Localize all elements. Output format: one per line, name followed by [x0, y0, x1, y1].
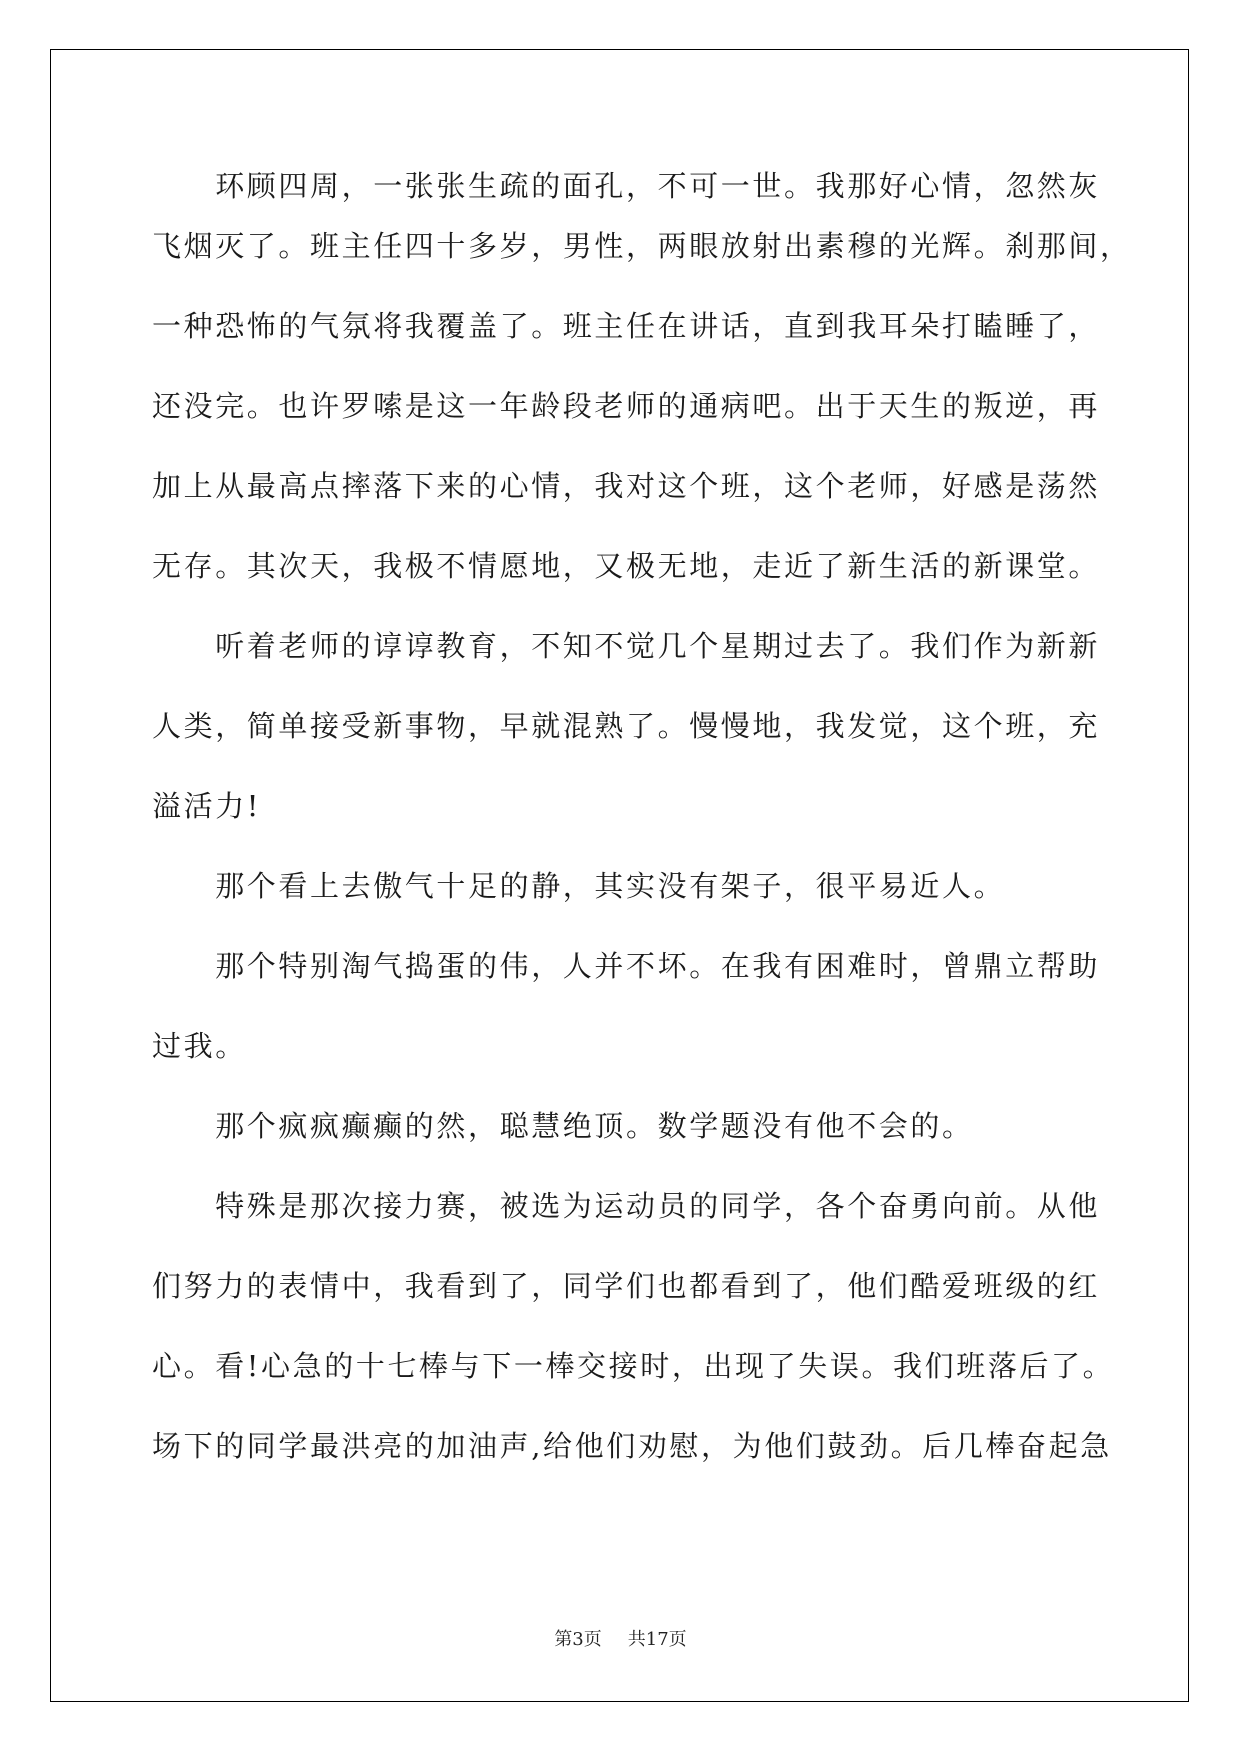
text-line: 心。看!心急的十七棒与下一棒交接时，出现了失误。我们班落后了。	[152, 1349, 1115, 1383]
page-total: 共17页	[627, 1629, 687, 1650]
text-line: 无存。其次天，我极不情愿地，又极无地，走近了新生活的新课堂。	[152, 549, 1101, 583]
text-line: 特殊是那次接力赛，被选为运动员的同学，各个奋勇向前。从他	[152, 1189, 1101, 1223]
text-line: 一种恐怖的气氛将我覆盖了。班主任在讲话，直到我耳朵打瞌睡了，	[152, 309, 1101, 343]
text-line: 那个疯疯癫癫的然，聪慧绝顶。数学题没有他不会的。	[152, 1109, 974, 1143]
text-line: 环顾四周，一张张生疏的面孔，不可一世。我那好心情，忽然灰	[152, 169, 1101, 203]
page-number: 第3页	[554, 1629, 602, 1650]
text-line: 那个看上去傲气十足的静，其实没有架子，很平易近人。	[152, 869, 1006, 903]
text-line: 飞烟灭了。班主任四十多岁，男性，两眼放射出素穆的光辉。刹那间，	[152, 229, 1132, 263]
page-footer	[0, 1628, 1241, 1652]
text-line: 加上从最高点摔落下来的心情，我对这个班，这个老师，好感是荡然	[152, 469, 1101, 503]
text-line: 过我。	[152, 1029, 247, 1063]
text-line: 听着老师的谆谆教育，不知不觉几个星期过去了。我们作为新新	[152, 629, 1101, 663]
text-line: 还没完。也许罗嗦是这一年龄段老师的通病吧。出于天生的叛逆，再	[152, 389, 1101, 423]
text-line: 场下的同学最洪亮的加油声,给他们劝慰，为他们鼓劲。后几棒奋起急	[152, 1429, 1112, 1463]
text-line: 们努力的表情中，我看到了，同学们也都看到了，他们酷爱班级的红	[152, 1269, 1101, 1303]
text-line: 人类，简单接受新事物，早就混熟了。慢慢地，我发觉，这个班，充	[152, 709, 1101, 743]
text-line: 那个特别淘气捣蛋的伟，人并不坏。在我有困难时，曾鼎立帮助	[152, 949, 1101, 983]
text-line: 溢活力!	[152, 789, 262, 823]
